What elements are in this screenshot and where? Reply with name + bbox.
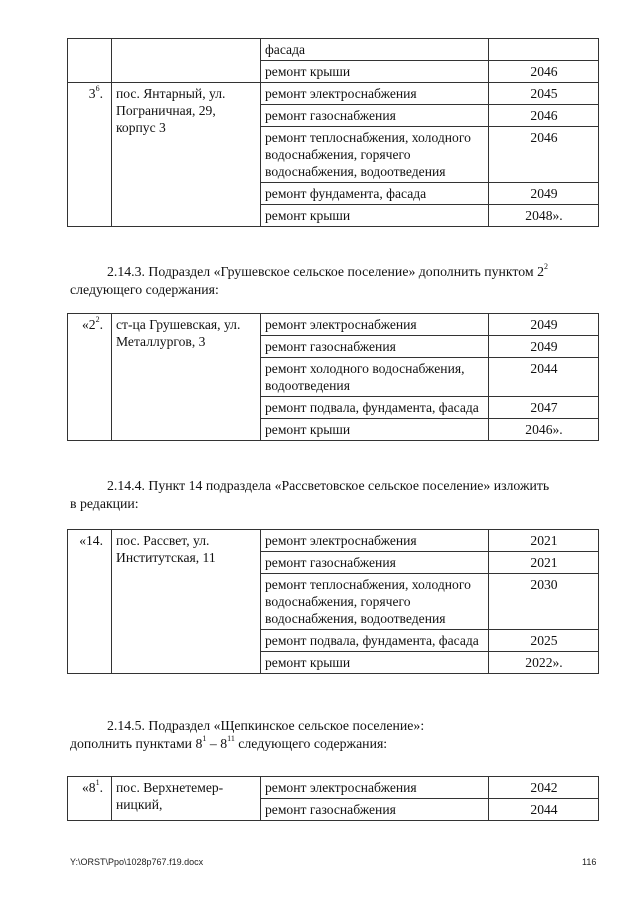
paragraph-2-14-5: 2.14.5. Подраздел «Щепкинское сельское поселение»: дополнить пунктами $8^1 - 8^{11}$ следующего содержания: [70,718,425,751]
number-cell: «$8^1$. [68,777,112,821]
number-cell: «$2^2$. [68,314,112,441]
paragraph-2-14-4: 2.14.4. Пункт 14 подраздела «Рассветовское сельское поселение» изложить в редакции: [70,478,550,511]
address-cell [112,39,261,83]
work-cell: ремонт газоснабжения [261,336,489,358]
work-cell: ремонт газоснабжения [261,799,489,821]
year-cell: 2021 [489,552,599,574]
year-cell: 2046». [489,419,599,441]
work-cell: ремонт теплоснабжения, холодного водоснабжения, горячего водоснабжения, водоотведения [261,127,489,183]
work-cell: ремонт крыши [261,205,489,227]
work-cell: ремонт крыши [261,61,489,83]
table-schepkinskoe [67,776,599,821]
table-row [68,83,599,105]
year-cell: 2044 [489,799,599,821]
work-cell: фасада [261,39,489,61]
number-cell: $3^6$. [68,83,112,227]
table-row [68,39,599,61]
footer-page-number: 116 [582,857,597,867]
address-cell: ст-ца Грушевская, ул. Металлургов, 3 [112,314,261,441]
year-cell: 2021 [489,530,599,552]
work-cell: ремонт холодного водоснабжения, водоотведения [261,358,489,397]
work-cell: ремонт электроснабжения [261,530,489,552]
work-cell: ремонт фундамента, фасада [261,183,489,205]
year-cell: 2046 [489,61,599,83]
table-grushevskoe [67,313,599,441]
year-cell: 2049 [489,183,599,205]
year-cell: 2022». [489,652,599,674]
work-cell: ремонт подвала, фундамента, фасада [261,630,489,652]
year-cell: 2030 [489,574,599,630]
footer-file-path: Y:\ORST\Ppo\1028p767.f19.docx [70,857,204,867]
year-cell: 2049 [489,314,599,336]
work-cell: ремонт электроснабжения [261,777,489,799]
table-rassvetovskoe [67,529,599,674]
year-cell: 2048». [489,205,599,227]
year-cell: 2046 [489,127,599,183]
number-cell: «14. [68,530,112,674]
table-row [68,777,599,799]
number-cell [68,39,112,83]
work-cell: ремонт газоснабжения [261,105,489,127]
work-cell: ремонт крыши [261,419,489,441]
table-row [68,314,599,336]
address-cell: пос. Верхнетемер-ницкий, [112,777,261,821]
year-cell: 2047 [489,397,599,419]
year-cell: 2044 [489,358,599,397]
work-cell: ремонт крыши [261,652,489,674]
work-cell: ремонт теплоснабжения, холодного водоснабжения, горячего водоснабжения, водоотведения [261,574,489,630]
year-cell [489,39,599,61]
year-cell: 2049 [489,336,599,358]
table-continuation [67,38,599,227]
work-cell: ремонт подвала, фундамента, фасада [261,397,489,419]
work-cell: ремонт электроснабжения [261,83,489,105]
year-cell: 2045 [489,83,599,105]
work-cell: ремонт электроснабжения [261,314,489,336]
year-cell: 2042 [489,777,599,799]
year-cell: 2046 [489,105,599,127]
table-row [68,530,599,552]
year-cell: 2025 [489,630,599,652]
paragraph-2-14-3: 2.14.3. Подраздел «Грушевское сельское поселение» дополнить пунктом $2^2$ следующего содержания: [70,262,548,297]
work-cell: ремонт газоснабжения [261,552,489,574]
address-cell: пос. Рассвет, ул. Институтская, 11 [112,530,261,674]
address-cell: пос. Янтарный, ул. Пограничная, 29, корпус 3 [112,83,261,227]
